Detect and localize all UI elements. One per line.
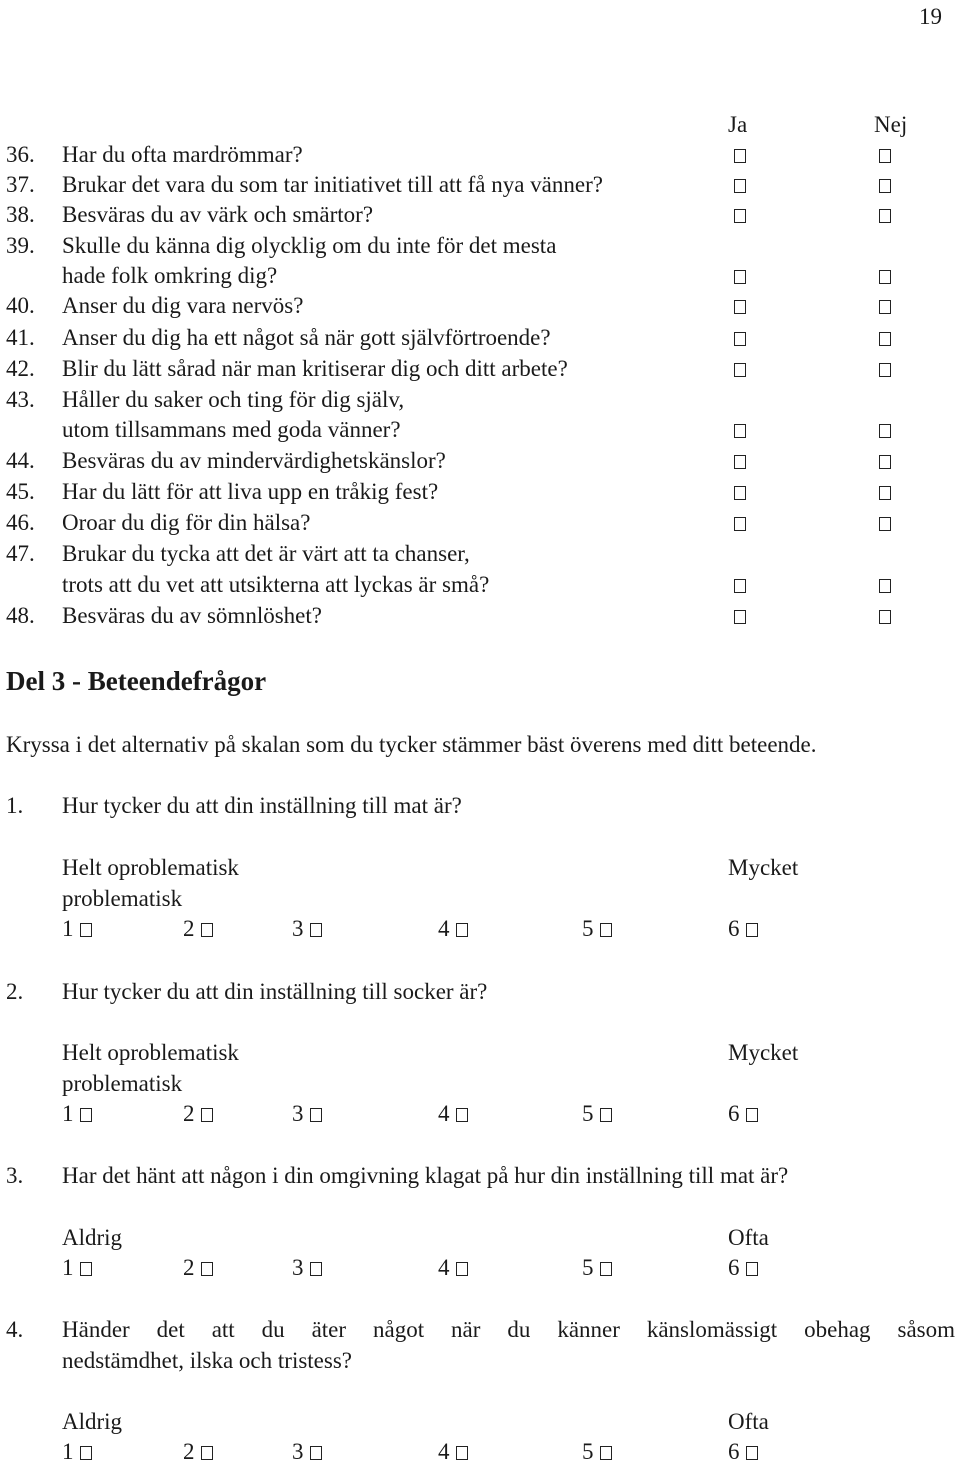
scale-option-label: 4 — [438, 1439, 450, 1464]
checkbox-yes[interactable] — [734, 455, 746, 469]
checkbox-no[interactable] — [879, 486, 891, 500]
question-text-continued: trots att du vet att utsikterna att lyckas är små? — [62, 572, 490, 597]
question-text: Besväras du av sömnlöshet? — [62, 603, 322, 628]
scale-checkbox[interactable] — [456, 923, 468, 937]
scale-checkbox[interactable] — [746, 1262, 758, 1276]
question-text: Har det hänt att någon i din omgivning klagat på hur din inställning till mat är? — [62, 1163, 789, 1188]
scale-option-label: 6 — [728, 1439, 740, 1464]
section-instruction: Kryssa i det alternativ på skalan som du tycker stämmer bäst överens med ditt beteende. — [6, 732, 817, 757]
scale-option-4[interactable] — [438, 1099, 468, 1129]
question-text: Besväras du av värk och smärtor? — [62, 202, 374, 227]
scale-checkbox[interactable] — [310, 923, 322, 937]
scale-checkbox[interactable] — [600, 923, 612, 937]
scale-left-label: Helt oproblematisk — [62, 855, 239, 880]
column-header-yes: Ja — [728, 112, 748, 137]
question-number: 44. — [6, 448, 35, 473]
scale-option-label: 6 — [728, 916, 740, 941]
scale-option-6[interactable] — [728, 1099, 758, 1129]
scale-right-label: Ofta — [728, 1225, 769, 1250]
checkbox-no[interactable] — [879, 363, 891, 377]
scale-option-3[interactable] — [292, 1253, 322, 1283]
scale-checkbox[interactable] — [310, 1446, 322, 1460]
scale-option-label: 5 — [582, 1439, 594, 1464]
scale-option-label: 3 — [292, 1101, 304, 1126]
scale-option-5[interactable] — [582, 914, 612, 944]
question-text: Hur tycker du att din inställning till socker är? — [62, 979, 488, 1004]
checkbox-yes[interactable] — [734, 179, 746, 193]
checkbox-no[interactable] — [879, 424, 891, 438]
question-text: Anser du dig vara nervös? — [62, 293, 304, 318]
question-number: 39. — [6, 233, 35, 258]
checkbox-yes[interactable] — [734, 517, 746, 531]
scale-option-2[interactable] — [183, 914, 213, 944]
scale-option-label: 6 — [728, 1255, 740, 1280]
scale-option-6[interactable] — [728, 914, 758, 944]
scale-option-3[interactable] — [292, 1099, 322, 1129]
scale-left-label: Aldrig — [62, 1225, 123, 1250]
question-number: 46. — [6, 510, 35, 535]
question-text: Håller du saker och ting för dig själv, — [62, 387, 405, 412]
scale-option-label: 3 — [292, 1255, 304, 1280]
checkbox-no[interactable] — [879, 455, 891, 469]
question-number: 36. — [6, 142, 35, 167]
scale-option-3[interactable] — [292, 914, 322, 944]
question-text: Anser du dig ha ett något så när gott självförtroende? — [62, 325, 551, 350]
scale-right-label-continued: problematisk — [62, 1071, 183, 1096]
question-number: 47. — [6, 541, 35, 566]
scale-option-4[interactable] — [438, 1437, 468, 1467]
question-text: Besväras du av mindervärdighetskänslor? — [62, 448, 446, 473]
question-number: 48. — [6, 603, 35, 628]
scale-checkbox[interactable] — [80, 1446, 92, 1460]
scale-checkbox[interactable] — [456, 1446, 468, 1460]
question-text: Händer det att du äter något när du känner känslomässigt obehag såsom — [62, 1317, 955, 1342]
scale-option-label: 6 — [728, 1101, 740, 1126]
question-text: Blir du lätt sårad när man kritiserar dig och ditt arbete? — [62, 356, 568, 381]
checkbox-yes[interactable] — [734, 363, 746, 377]
checkbox-no[interactable] — [879, 579, 891, 593]
scale-checkbox[interactable] — [746, 1446, 758, 1460]
scale-checkbox[interactable] — [456, 1262, 468, 1276]
scale-option-label: 1 — [62, 916, 74, 941]
scale-checkbox[interactable] — [310, 1108, 322, 1122]
checkbox-no[interactable] — [879, 149, 891, 163]
scale-option-label: 4 — [438, 1101, 450, 1126]
scale-option-2[interactable] — [183, 1437, 213, 1467]
checkbox-no[interactable] — [879, 209, 891, 223]
question-number: 3. — [6, 1163, 24, 1188]
checkbox-no[interactable] — [879, 517, 891, 531]
checkbox-yes[interactable] — [734, 209, 746, 223]
scale-checkbox[interactable] — [201, 1262, 213, 1276]
scale-option-2[interactable] — [183, 1253, 213, 1283]
scale-option-label: 3 — [292, 916, 304, 941]
scale-option-1[interactable] — [62, 1437, 92, 1467]
question-number: 2. — [6, 979, 24, 1004]
scale-checkbox[interactable] — [201, 923, 213, 937]
scale-checkbox[interactable] — [600, 1262, 612, 1276]
checkbox-yes[interactable] — [734, 270, 746, 284]
checkbox-yes[interactable] — [734, 579, 746, 593]
checkbox-yes[interactable] — [734, 486, 746, 500]
question-number: 4. — [6, 1317, 24, 1342]
checkbox-no[interactable] — [879, 300, 891, 314]
scale-checkbox[interactable] — [201, 1446, 213, 1460]
checkbox-yes[interactable] — [734, 332, 746, 346]
column-header-no: Nej — [874, 112, 908, 137]
question-text-continued: hade folk omkring dig? — [62, 263, 278, 288]
scale-option-5[interactable] — [582, 1437, 612, 1467]
scale-checkbox[interactable] — [80, 1262, 92, 1276]
scale-option-1[interactable] — [62, 1253, 92, 1283]
section-title: Del 3 - Beteendefrågor — [6, 666, 267, 696]
question-text: Hur tycker du att din inställning till mat är? — [62, 793, 462, 818]
question-number: 42. — [6, 356, 35, 381]
question-number: 37. — [6, 172, 35, 197]
scale-option-label: 2 — [183, 1101, 195, 1126]
scale-checkbox[interactable] — [310, 1262, 322, 1276]
question-number: 1. — [6, 793, 24, 818]
scale-option-label: 4 — [438, 1255, 450, 1280]
scale-option-label: 1 — [62, 1439, 74, 1464]
scale-checkbox[interactable] — [600, 1108, 612, 1122]
scale-right-label-continued: problematisk — [62, 886, 183, 911]
checkbox-yes[interactable] — [734, 149, 746, 163]
scale-checkbox[interactable] — [80, 923, 92, 937]
scale-option-5[interactable] — [582, 1253, 612, 1283]
scale-option-label: 2 — [183, 1439, 195, 1464]
checkbox-no[interactable] — [879, 610, 891, 624]
scale-right-label: Mycket — [728, 1040, 799, 1065]
scale-option-label: 1 — [62, 1255, 74, 1280]
scale-option-2[interactable] — [183, 1099, 213, 1129]
question-number: 38. — [6, 202, 35, 227]
scale-checkbox[interactable] — [746, 1108, 758, 1122]
scale-checkbox[interactable] — [746, 923, 758, 937]
scale-left-label: Aldrig — [62, 1409, 123, 1434]
question-number: 41. — [6, 325, 35, 350]
question-text: Brukar det vara du som tar initiativet till att få nya vänner? — [62, 172, 603, 197]
question-text: Har du ofta mardrömmar? — [62, 142, 303, 167]
scale-option-label: 4 — [438, 916, 450, 941]
scale-option-1[interactable] — [62, 1099, 92, 1129]
checkbox-no[interactable] — [879, 270, 891, 284]
checkbox-no[interactable] — [879, 179, 891, 193]
page-number: 19 — [919, 4, 942, 29]
scale-option-5[interactable] — [582, 1099, 612, 1129]
question-text: Skulle du känna dig olycklig om du inte för det mesta — [62, 233, 557, 258]
scale-left-label: Helt oproblematisk — [62, 1040, 239, 1065]
scale-checkbox[interactable] — [600, 1446, 612, 1460]
scale-option-label: 1 — [62, 1101, 74, 1126]
question-text: Oroar du dig för din hälsa? — [62, 510, 311, 535]
scale-checkbox[interactable] — [201, 1108, 213, 1122]
question-text-continued: nedstämdhet, ilska och tristess? — [62, 1348, 352, 1373]
question-text-continued: utom tillsammans med goda vänner? — [62, 417, 401, 442]
checkbox-no[interactable] — [879, 332, 891, 346]
question-text: Har du lätt för att liva upp en tråkig fest? — [62, 479, 439, 504]
scale-option-1[interactable] — [62, 914, 92, 944]
scale-option-label: 3 — [292, 1439, 304, 1464]
scale-option-label: 5 — [582, 916, 594, 941]
checkbox-yes[interactable] — [734, 424, 746, 438]
scale-right-label: Ofta — [728, 1409, 769, 1434]
checkbox-yes[interactable] — [734, 610, 746, 624]
question-number: 45. — [6, 479, 35, 504]
scale-option-4[interactable] — [438, 914, 468, 944]
scale-option-label: 2 — [183, 916, 195, 941]
question-text: Brukar du tycka att det är värt att ta chanser, — [62, 541, 470, 566]
scale-checkbox[interactable] — [456, 1108, 468, 1122]
question-number: 40. — [6, 293, 35, 318]
scale-right-label: Mycket — [728, 855, 799, 880]
scale-option-label: 2 — [183, 1255, 195, 1280]
scale-option-3[interactable] — [292, 1437, 322, 1467]
scale-option-label: 5 — [582, 1101, 594, 1126]
question-number: 43. — [6, 387, 35, 412]
scale-option-4[interactable] — [438, 1253, 468, 1283]
scale-option-6[interactable] — [728, 1253, 758, 1283]
checkbox-yes[interactable] — [734, 300, 746, 314]
scale-option-label: 5 — [582, 1255, 594, 1280]
scale-checkbox[interactable] — [80, 1108, 92, 1122]
scale-option-6[interactable] — [728, 1437, 758, 1467]
